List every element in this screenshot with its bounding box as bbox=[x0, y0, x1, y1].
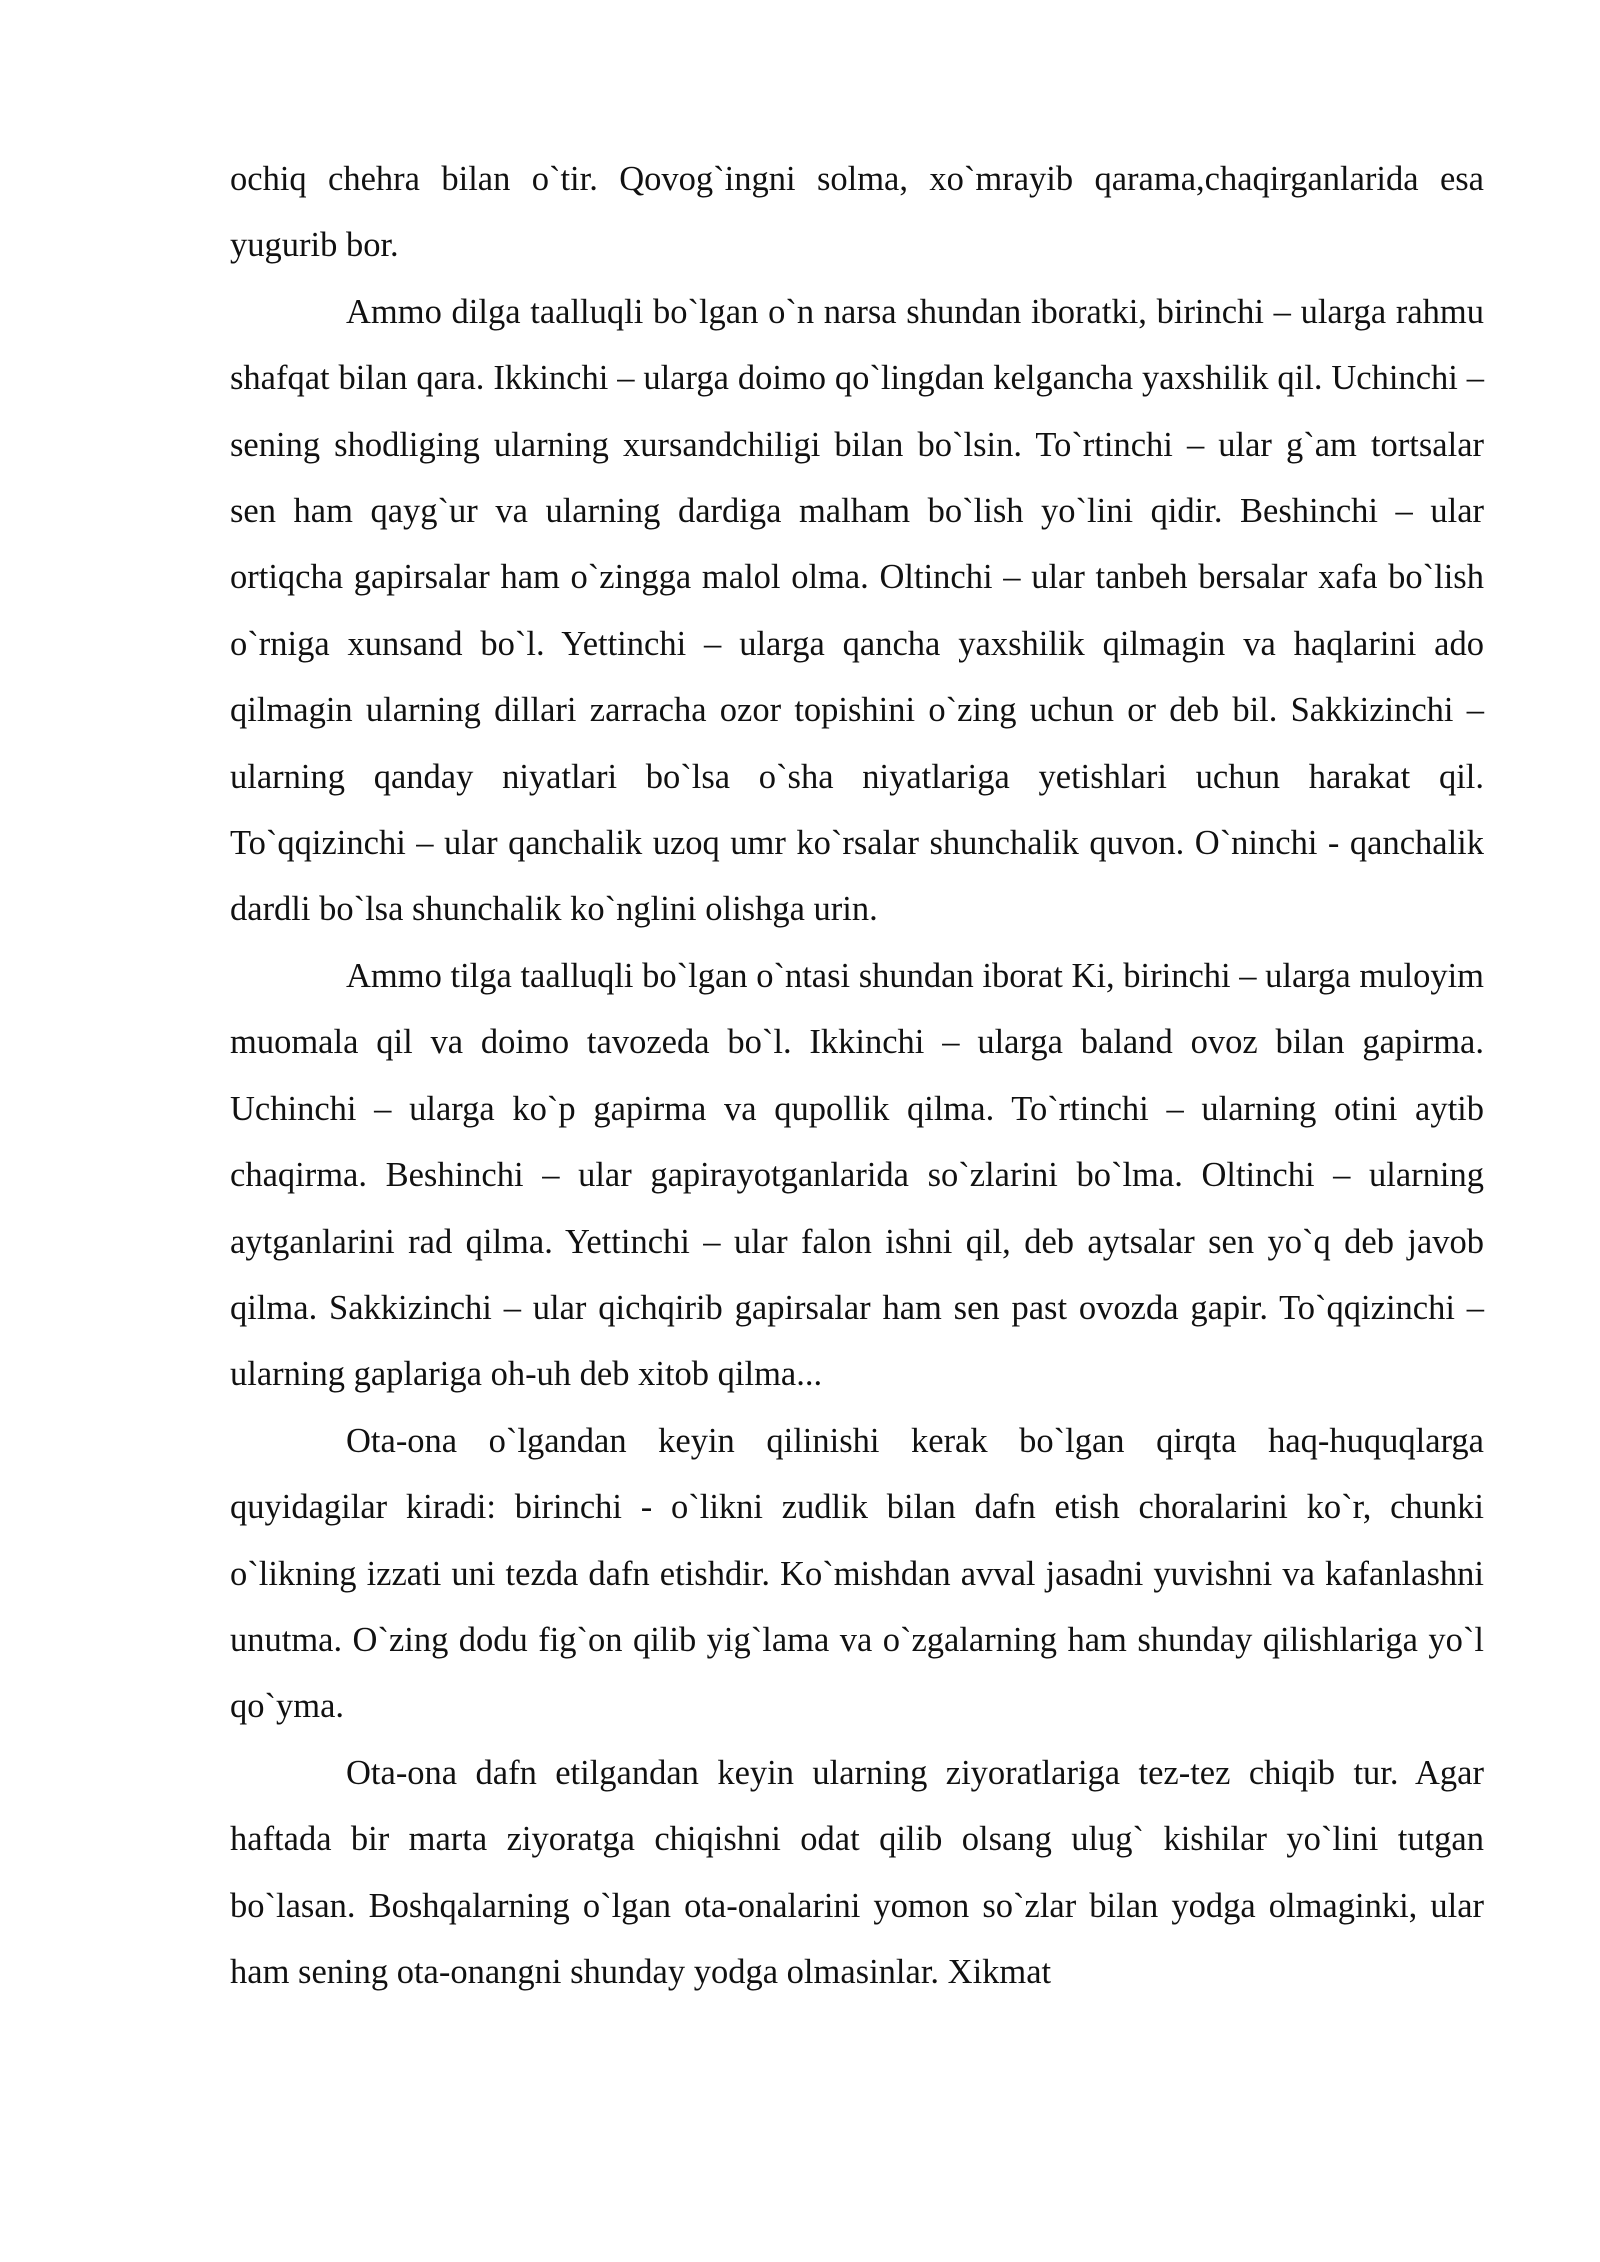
paragraph-5: Ota-ona dafn etilgandan keyin ularning ziyoratlariga tez-tez chiqib tur. Agar haftada bir marta ziyoratga chiqishni odat qilib olsang ulug` kishilar yo`lini tutgan bo`lasan. Boshqalarning o`lgan ota-onalarini yomon so`zlar bilan yodga olmaginki, ular ham sening ota-onangni shunday yodga olmasinlar. Xikmat bbox=[230, 1753, 1484, 1991]
paragraph-3: Ammo tilga taalluqli bo`lgan o`ntasi shundan iborat Ki, birinchi – ularga muloyim muomala qil va doimo tavozeda bo`l. Ikkinchi – ularga baland ovoz bilan gapirma. Uchinchi – ularga ko`p gapirma va qupollik qilma. To`rtinchi – ularning otini aytib chaqirma. Beshinchi – ular gapirayotganlarida so`zlarini bo`lma. Oltinchi – ularning aytganlarini rad qilma. Yettinchi – ular falon ishni qil, deb aytsalar sen yo`q deb javob qilma. Sakkizinchi – ular qichqirib gapirsalar ham sen past ovozda gapir. To`qqizinchi – ularning gaplariga oh-uh deb xitob qilma... bbox=[230, 956, 1484, 1394]
paragraph-2: Ammo dilga taalluqli bo`lgan o`n narsa shundan iboratki, birinchi – ularga rahmu shafqat bilan qara. Ikkinchi – ularga doimo qo`lingdan kelgancha yaxshilik qil. Uchinchi – sening shodliging ularning xursandchiligi bilan bo`lsin. To`rtinchi – ular g`am tortsalar sen ham qayg`ur va ularning dardiga malham bo`lish yo`lini qidir. Beshinchi – ular ortiqcha gapirsalar ham o`zingga malol olma. Oltinchi – ular tanbeh bersalar xafa bo`lish o`rniga xunsand bo`l. Yettinchi – ularga qancha yaxshilik qilmagin va haqlarini ado qilmagin ularning dillari zarracha ozor topishini o`zing uchun or deb bil. Sakkizinchi – ularning qanday niyatlari bo`lsa o`sha niyatlariga yetishlari uchun harakat qil. To`qqizinchi – ular qanchalik uzoq umr ko`rsalar shunchalik quvon. O`ninchi - qanchalik dardli bo`lsa shunchalik ko`nglini olishga urin. bbox=[230, 292, 1484, 929]
body-text bbox=[230, 146, 1484, 2005]
paragraph-1: ochiq chehra bilan o`tir. Qovog`ingni solma, xo`mrayib qarama,chaqirganlarida esa yugurib bor. bbox=[230, 160, 1484, 265]
paragraph-4: Ota-ona o`lgandan keyin qilinishi kerak bo`lgan qirqta haq-huquqlarga quyidagilar kiradi: birinchi - o`likni zudlik bilan dafn etish choralarini ko`r, chunki o`likning izzati uni tezda dafn etishdir. Ko`mishdan avval jasadni yuvishni va kafanlashni unutma. O`zing dodu fig`on qilib yig`lama va o`zgalarning ham shunday qilishlariga yo`l qo`yma. bbox=[230, 1421, 1484, 1726]
